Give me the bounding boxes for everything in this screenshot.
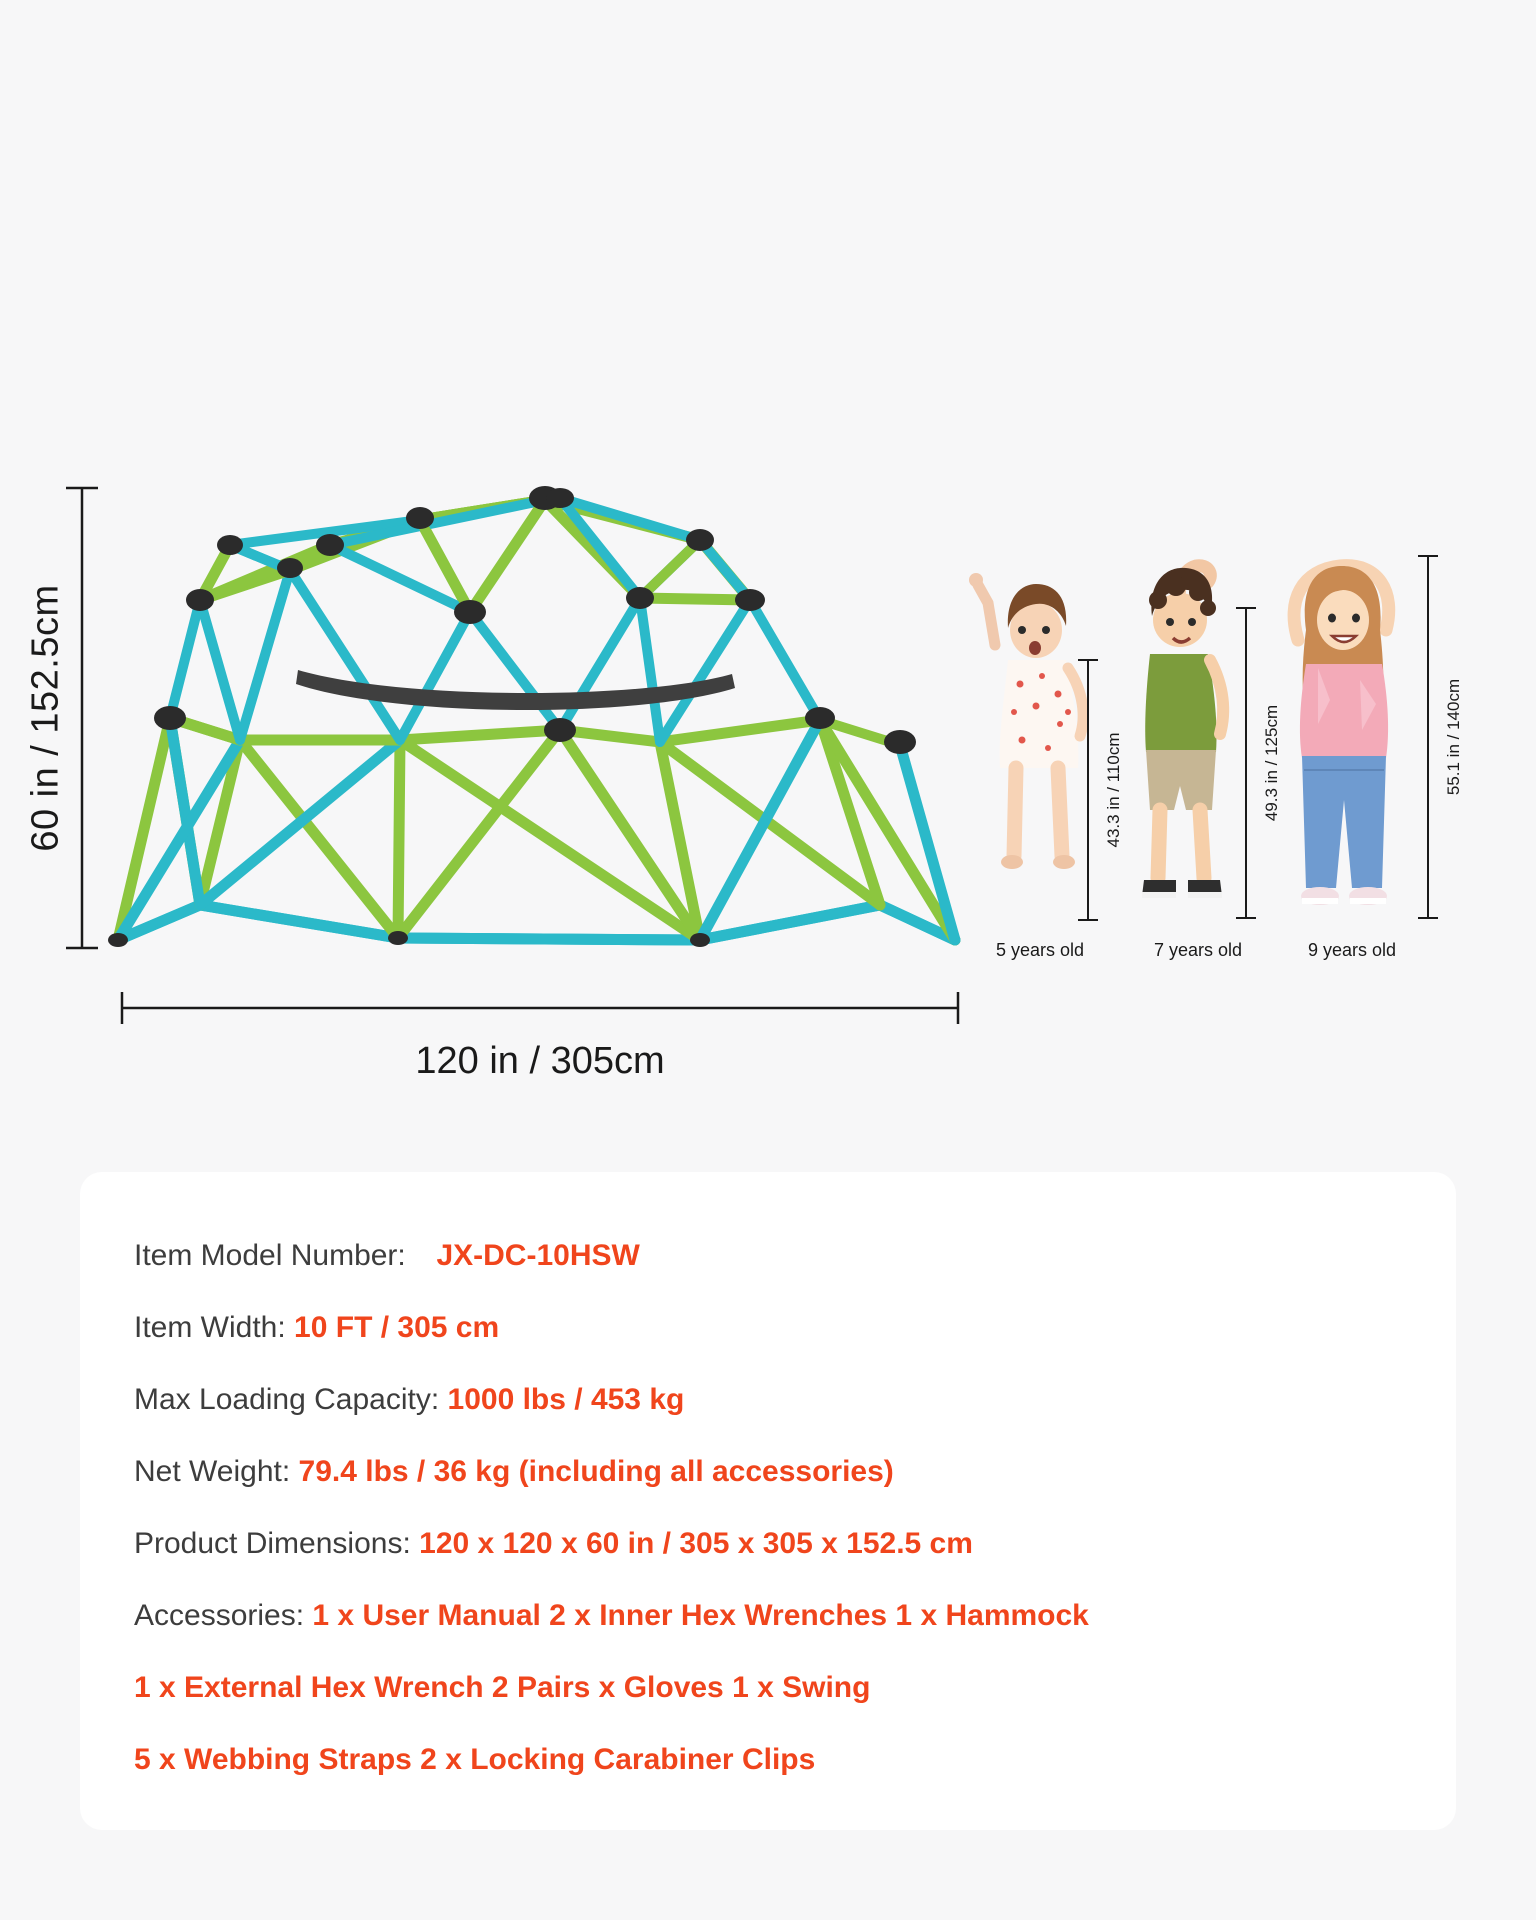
spec-accessories-line-2: 1 x External Hex Wrench 2 Pairs x Gloves 1 x Swing (134, 1671, 871, 1704)
child-3-age-label: 9 years old (1307, 940, 1397, 960)
spec-value-max-load: 1000 lbs / 453 kg (447, 1383, 685, 1416)
child-2-age-label: 7 years old (1153, 940, 1243, 960)
height-dimension-line (66, 488, 98, 948)
spec-row-accessories (134, 1580, 1402, 1652)
child-3-height-dimension (1418, 556, 1438, 918)
spec-row-model (134, 1220, 1402, 1292)
child-2-height-label: 49.3 in / 125cm (1262, 704, 1281, 822)
spec-value-accessories: 1 x User Manual 2 x Inner Hex Wrenches 1 x Hammock (312, 1599, 1089, 1632)
spec-accessories-line-3: 5 x Webbing Straps 2 x Locking Carabiner Clips (134, 1743, 816, 1776)
child-1-age-label: 5 years old (995, 940, 1085, 960)
specifications-card (80, 1172, 1456, 1830)
spec-value-dimensions: 120 x 120 x 60 in / 305 x 305 x 152.5 cm (419, 1527, 973, 1560)
width-dimension-line (122, 992, 958, 1024)
spec-row-net-weight (134, 1436, 1402, 1508)
spec-label-net-weight: Net Weight: (134, 1455, 291, 1488)
spec-label-max-load: Max Loading Capacity: (134, 1383, 440, 1416)
spec-label-model: Item Model Number: (134, 1239, 406, 1272)
spec-label-width: Item Width: (134, 1311, 286, 1344)
spec-label-dimensions: Product Dimensions: (134, 1527, 411, 1560)
spec-value-net-weight: 79.4 lbs / 36 kg (including all accessories) (298, 1455, 894, 1488)
spec-row-max-load (134, 1364, 1402, 1436)
child-2-height-dimension (1236, 608, 1256, 918)
dome-height-label: 60 in / 152.5cm (24, 584, 67, 852)
child-figure-9-years (1294, 566, 1389, 905)
spec-value-width: 10 FT / 305 cm (294, 1311, 500, 1344)
spec-row-dimensions (134, 1508, 1402, 1580)
child-figure-7-years (1142, 566, 1223, 898)
child-3-height-label: 55.1 in / 140cm (1444, 678, 1463, 796)
dome-width-label: 120 in / 305cm (415, 1040, 665, 1082)
child-figure-5-years (969, 573, 1083, 869)
spec-label-accessories: Accessories: (134, 1599, 305, 1632)
spec-row-width (134, 1292, 1402, 1364)
child-1-height-label: 43.3 in / 110cm (1104, 732, 1123, 848)
spec-value-model: JX-DC-10HSW (436, 1239, 640, 1272)
